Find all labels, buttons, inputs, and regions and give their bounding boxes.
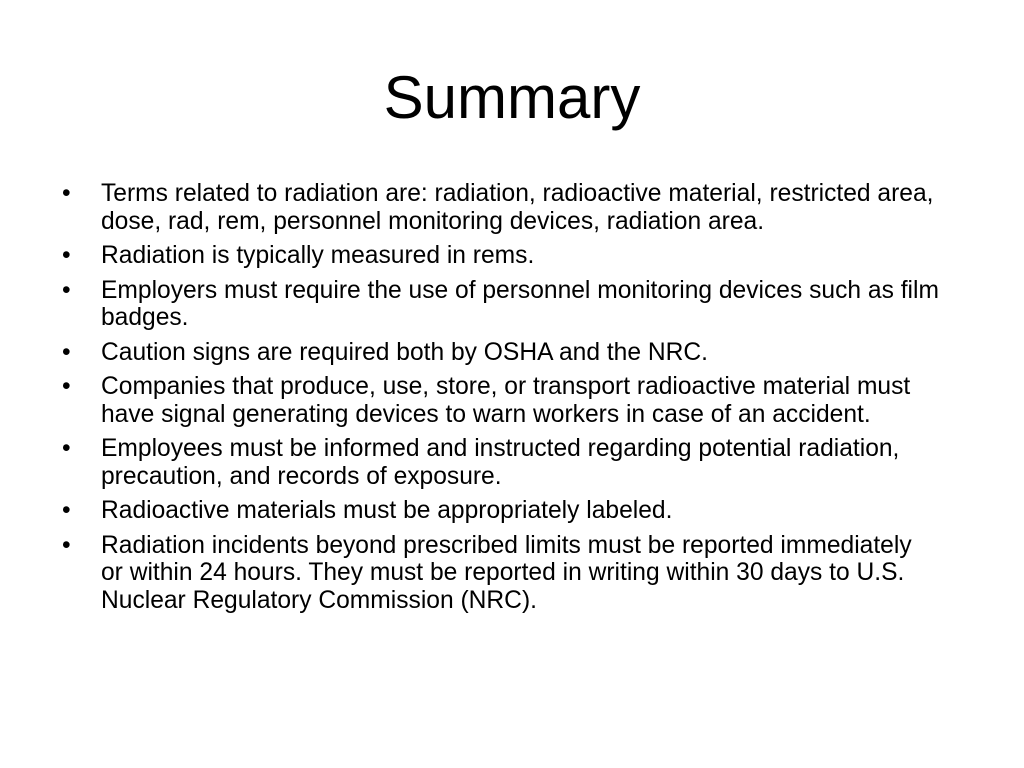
bullet-icon: • <box>62 373 71 400</box>
bullet-text: Companies that produce, use, store, or transport radioactive material must have signal generating devices to warn workers in case of an accident. <box>101 373 911 428</box>
bullet-icon: • <box>62 531 71 559</box>
bullet-text: Radioactive materials must be appropriately labeled. <box>101 497 673 524</box>
bullet-list <box>60 180 940 621</box>
bullet-item <box>60 339 940 367</box>
bullet-icon: • <box>62 242 71 269</box>
slide-title: Summary <box>383 64 641 131</box>
bullet-icon: • <box>62 435 71 462</box>
bullet-icon: • <box>62 338 71 366</box>
bullet-item <box>60 373 940 428</box>
bullet-item <box>60 497 940 525</box>
bullet-icon: • <box>62 497 71 524</box>
bullet-text: Caution signs are required both by OSHA and the NRC. <box>101 338 708 366</box>
bullet-icon: • <box>62 276 71 304</box>
bullet-item <box>60 180 940 235</box>
bullet-icon: • <box>62 180 71 207</box>
bullet-text: Radiation incidents beyond prescribed limits must be reported immediately or within 24 hours. They must be reported in writing within 30 days to U.S. Nuclear Regulatory Commission (NRC). <box>101 531 912 614</box>
bullet-text: Terms related to radiation are: radiation, radioactive material, restricted area, dose, rad, rem, personnel monitoring devices, radiation area. <box>101 180 934 235</box>
bullet-text: Radiation is typically measured in rems. <box>101 242 535 269</box>
bullet-item <box>60 435 940 490</box>
bullet-text: Employees must be informed and instructed regarding potential radiation, precaution, and records of exposure. <box>101 435 900 490</box>
bullet-text: Employers must require the use of personnel monitoring devices such as film badges. <box>101 276 939 331</box>
bullet-item <box>60 532 940 615</box>
bullet-item <box>60 277 940 332</box>
bullet-item <box>60 242 940 270</box>
